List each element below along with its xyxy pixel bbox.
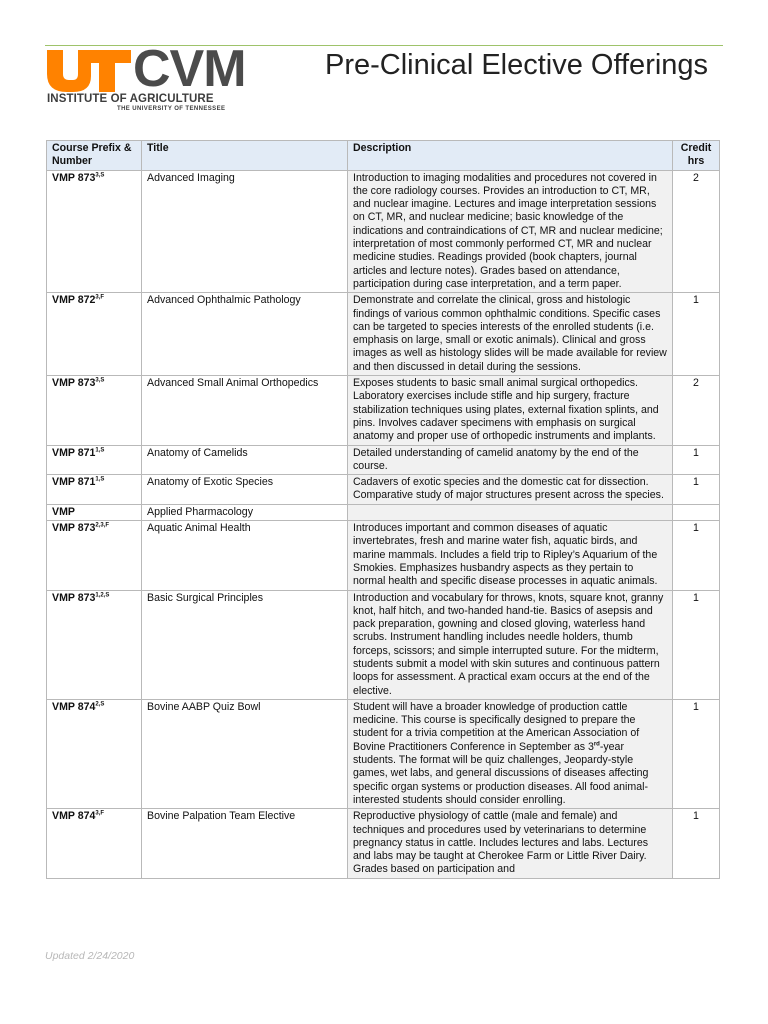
table-row bbox=[47, 170, 720, 293]
course-note: 3,F bbox=[95, 810, 105, 817]
course-prefix: VMP bbox=[47, 504, 142, 520]
logo-university-text: THE UNIVERSITY OF TENNESSEE bbox=[117, 106, 226, 112]
ut-logo-mark bbox=[47, 48, 131, 92]
course-credit: 1 bbox=[673, 699, 720, 808]
course-title: Applied Pharmacology bbox=[142, 504, 348, 520]
utcvm-logo bbox=[47, 40, 246, 118]
course-note: 2,S bbox=[95, 701, 105, 708]
course-description: Introduction and vocabulary for throws, knots, square knot, granny knot, half hitch, and two-handed hand-tie. Basics of asepsis and pack preparation, gowning and closed gloving, waterless hand scrubs. Instrument handling includes needle holders, thumb forceps, scissors; and simple interrupted suture. For the midterm, students submit a model with skin sutures and continuous pattern loops for assessment. A practical exam occurs at the end of the elective. bbox=[348, 590, 673, 699]
course-description bbox=[348, 504, 673, 520]
course-credit: 1 bbox=[673, 521, 720, 590]
course-title: Basic Surgical Principles bbox=[142, 590, 348, 699]
course-credit: 1 bbox=[673, 445, 720, 475]
course-prefix: VMP $873^{3,S}$ bbox=[47, 376, 142, 445]
course-title: Advanced Imaging bbox=[142, 170, 348, 293]
course-note: 1,2,S bbox=[95, 591, 110, 598]
course-credit: 2 bbox=[673, 170, 720, 293]
table-row bbox=[47, 376, 720, 445]
updated-date: Updated 2/24/2020 bbox=[45, 950, 135, 962]
course-prefix: VMP $874^{2,S}$ bbox=[47, 699, 142, 808]
course-credit: 1 bbox=[673, 475, 720, 505]
course-description: Student will have a broader knowledge of production cattle medicine. This course is specifically designed to prepare the student for a trivia competition at the American Association of Bovine Practitioners Conference in September as 3rd-year students. The format will be quiz challenges, Jeopardy-style games, wet labs, and general discussions of diseases affecting specific organ systems or production diseases. All food animal-interested students should consider enrolling. bbox=[348, 699, 673, 808]
course-title: Advanced Small Animal Orthopedics bbox=[142, 376, 348, 445]
course-note: 2,3,F bbox=[95, 522, 110, 529]
logo-cvm-text: CVM bbox=[133, 40, 246, 98]
course-title: Aquatic Animal Health bbox=[142, 521, 348, 590]
course-credit: 2 bbox=[673, 376, 720, 445]
course-table bbox=[46, 140, 720, 879]
course-prefix: VMP $874^{3,F}$ bbox=[47, 809, 142, 878]
course-description: Detailed understanding of camelid anatomy by the end of the course. bbox=[348, 445, 673, 475]
table-row bbox=[47, 504, 720, 520]
course-title: Bovine AABP Quiz Bowl bbox=[142, 699, 348, 808]
column-header-credit: Credit hrs bbox=[673, 141, 720, 171]
course-title: Bovine Palpation Team Elective bbox=[142, 809, 348, 878]
course-description: Reproductive physiology of cattle (male and female) and techniques and procedures used by veterinarians to determine pregnancy status in cattle. Includes lectures and labs. Lectures and labs may be taught at Cherokee Farm or Little River Dairy. Grades based on participation and bbox=[348, 809, 673, 878]
course-description: Cadavers of exotic species and the domestic cat for dissection. Comparative study of major structures present across the species. bbox=[348, 475, 673, 505]
course-prefix: VMP $871^{1,S}$ bbox=[47, 475, 142, 505]
table-row bbox=[47, 475, 720, 505]
course-prefix: VMP $873^{3,S}$ bbox=[47, 170, 142, 293]
course-title: Anatomy of Camelids bbox=[142, 445, 348, 475]
table-row bbox=[47, 809, 720, 878]
table-row bbox=[47, 293, 720, 376]
course-credit: 1 bbox=[673, 590, 720, 699]
table-row bbox=[47, 699, 720, 808]
page-title: Pre-Clinical Elective Offerings bbox=[325, 49, 709, 81]
table-row bbox=[47, 521, 720, 590]
course-description: Exposes students to basic small animal surgical orthopedics. Laboratory exercises include stifle and hip surgery, fracture stabilization techniques using plates, external fixation splints, and pins. Involves cadaver specimens with emphasis on surgical anatomy and proper use of orthopedic instruments and implants. bbox=[348, 376, 673, 445]
column-header-prefix: Course Prefix & Number bbox=[47, 141, 142, 171]
course-description: Introduces important and common diseases of aquatic invertebrates, fresh and marine water fish, aquatic birds, and marine mammals. Includes a field trip to Ripley’s Aquarium of the Smokies. Emphasizes husbandry aspects as they pertain to normal health and specific disease processes in aquatic animals. bbox=[348, 521, 673, 590]
column-header-title: Title bbox=[142, 141, 348, 171]
course-prefix: VMP $872^{3,F}$ bbox=[47, 293, 142, 376]
course-title: Anatomy of Exotic Species bbox=[142, 475, 348, 505]
course-note: 1,S bbox=[95, 476, 105, 483]
course-note: 3,F bbox=[95, 294, 105, 301]
course-credit: 1 bbox=[673, 809, 720, 878]
course-prefix: VMP $873^{1,2,S}$ bbox=[47, 590, 142, 699]
table-row bbox=[47, 590, 720, 699]
course-note: 1,S bbox=[95, 447, 105, 453]
logo-institute-text: INSTITUTE OF AGRICULTURE bbox=[47, 93, 214, 105]
course-description: Introduction to imaging modalities and procedures not covered in the core radiology courses. Provides an introduction to CT, MR, and nuclear imagine. Lectures and image interpretation sessions on CT, MR, and nuclear medicine; basic knowledge of the indications and contraindications of CT, MR and nuclear medicine; interpretation of most commonly performed CT, MR and nuclear medicine studies. Readings provided (book chapters, journal articles and lecture notes). Grades based on attendance, participation during case interpretation, and a term paper. bbox=[348, 170, 673, 293]
course-title: Advanced Ophthalmic Pathology bbox=[142, 293, 348, 376]
course-note: 3,S bbox=[95, 377, 105, 384]
course-prefix: VMP $873^{2,3,F}$ bbox=[47, 521, 142, 590]
course-prefix: VMP $871^{1,S}$ bbox=[47, 445, 142, 475]
course-note: 3,S bbox=[95, 172, 105, 179]
table-row bbox=[47, 445, 720, 475]
table-header-row bbox=[47, 141, 720, 171]
column-header-description: Description bbox=[348, 141, 673, 171]
course-credit: 1 bbox=[673, 293, 720, 376]
course-description: Demonstrate and correlate the clinical, gross and histologic findings of various common ophthalmic conditions. Specific cases can be targeted to species interests of the enrolled students (i.e. emphasis on large, small or exotic animals). Clinical and gross images as well as histology slides will be made available for review and then discussed in detail during the sessions. bbox=[348, 293, 673, 376]
course-credit bbox=[673, 504, 720, 520]
